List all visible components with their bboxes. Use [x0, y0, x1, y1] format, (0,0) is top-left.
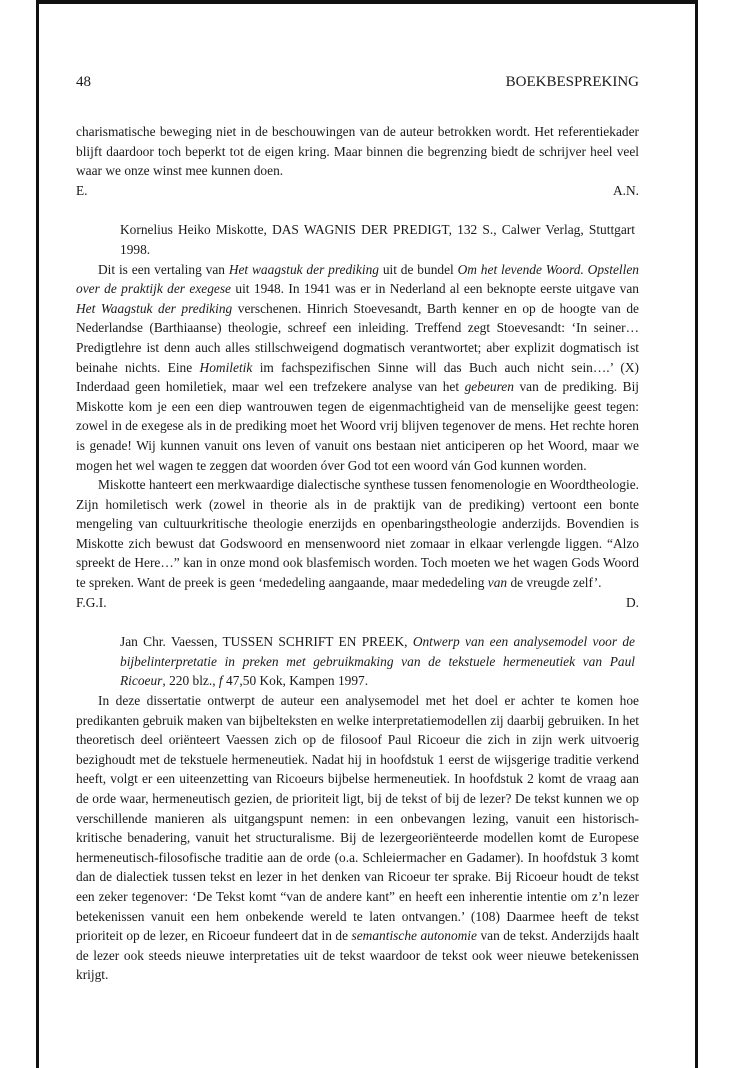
review-signature	[76, 181, 639, 201]
review-paragraph: Miskotte hanteert een merkwaardige dialectische synthese tussen fenomenologie en Woordtheologie. Zijn homiletisch werk (zowel in theorie als in de praktijk van de prediking) vertoont een bonte mengeling van cultuurkritische theologie enerzijds en openbaringstheologie anderzijds. Bovendien is Miskotte zich bewust dat Godswoord en mensenwoord niet zomaar in elkaar verlengde liggen. “Alzo spreekt de Here…” kan in onze mond ook blasfemisch worden. Toch moeten we het wagen Gods Woord te spreken. Want de preek is geen ‘mededeling aangaande, maar mededeling van de vreugde zelf’.	[76, 477, 639, 591]
review-signature	[76, 593, 639, 613]
running-title: BOEKBESPREKING	[505, 74, 639, 90]
signature-left: F.G.I.	[76, 594, 107, 610]
signature-left: E.	[76, 182, 88, 198]
page-border-top	[36, 0, 698, 4]
signature-right: A.N.	[612, 182, 639, 198]
book-page	[76, 72, 639, 985]
running-header	[76, 72, 639, 92]
signature-right: D.	[625, 594, 639, 610]
book-citation: Kornelius Heiko Miskotte, DAS WAGNIS DER PREDIGT, 132 S., Calwer Verlag, Stuttgart 1998.	[120, 222, 635, 257]
page-border-right	[695, 0, 698, 1068]
book-citation: Jan Chr. Vaessen, TUSSEN SCHRIFT EN PREEK, Ontwerp van een analysemodel voor de bijbelinterpretatie in preken met gebruikmaking van de tekstuele hermeneutiek van Paul Ricoeur, 220 blz., f 47,50 Kok, Kampen 1997.	[120, 634, 636, 689]
page-border-left	[36, 0, 39, 1068]
page-number: 48	[76, 74, 91, 90]
review-continuation-text: charismatische beweging niet in de beschouwingen van de auteur betrokken wordt. Het referentiekader blijft daardoor toch beperkt tot de eigen kring. Maar binnen die begrenzing biedt de schrijver heel veel waar we onze winst mee kunnen doen.	[76, 124, 639, 179]
review-paragraph: In deze dissertatie ontwerpt de auteur een analysemodel met het doel er achter te komen hoe predikanten gebruik maken van bijbelteksten en welke interpretatiemodellen zij daarbij gebruiken. In het theoretisch deel oriënteert Vaessen zich op de filosoof Paul Ricoeur die zich in zijn werk uitvoerig bezighoudt met de tekstuele hermeneutiek. Nadat hij in hoofdstuk 1 eerst de wijsgerige traditie verkend heeft, volgt er een uiteenzetting van Ricoeurs bijbelse hermeneutiek. In hoofdstuk 2 komt de vraag aan de orde waar, hermeneutisch gezien, de prioriteit ligt, bij de tekst of bij de lezer? De tekst kunnen we op verschillende manieren als uitgangspunt nemen: in een onbevangen lezing, vanuit een historisch-kritische benadering, vanuit het structuralisme. Bij de lezergeoriënteerde modellen komt de Europese hermeneutisch-filosofische traditie aan de orde (o.a. Schleiermacher en Gadamer). In hoofdstuk 3 komt dan de dialectiek tussen tekst en lezer in het denken van Ricoeur ter sprake. Bij Ricoeur houdt de tekst een zeker tegenover: ‘De Tekst komt “van de andere kant” en heeft een inherentie intentie om z’n lezer betekenissen vanuit een hem onbekende wereld te laten ontvangen.’ (108) Daarmee heeft de tekst prioriteit op de lezer, en Ricoeur fundeert dat in de semantische autonomie van de tekst. Anderzijds haalt de lezer ook steeds nieuwe interpretaties uit de tekst waardoor de tekst ook weer nieuwe betekenissen krijgt.	[76, 693, 640, 983]
review-paragraph: Dit is een vertaling van Het waagstuk der prediking uit de bundel Om het levende Woord. Opstellen over de praktijk der exegese uit 1948. In 1941 was er in Nederland al een beknopte eerste uitgave van Het Waagstuk der prediking verschenen. Hinrich Stoevesandt, Barth kenner en op de hoogte van de Nederlandse (Barthiaanse) theologie, schreef een inleiding. Treffend zegt Stoevesandt: ‘In seiner… Predigtlehre ist denn auch alles stillschweigend dogmatisch verantwortet; aber explizit dogmatisch ist beinahe nichts. Eine Homiletik im fachspezifischen Sinne will das Buch auch nicht sein….’ (X) Inderdaad geen homiletiek, maar wel een trefzekere analyse van het gebeuren van de prediking. Bij Miskotte kom je een een diep wantrouwen tegen de eigenmachtigheid van de menselijke geest tegen: zowel in de exegese als in de prediking moet het Woord vrij blijven tegenover de mens. Het rechte horen is genade! Wij kunnen vanuit ons leven of vanuit ons bestaan niet anticiperen op het Woord, maar we mogen het wel wagen te zeggen dat woorden óver God tot een woord ván God kunnen worden.	[76, 261, 640, 473]
